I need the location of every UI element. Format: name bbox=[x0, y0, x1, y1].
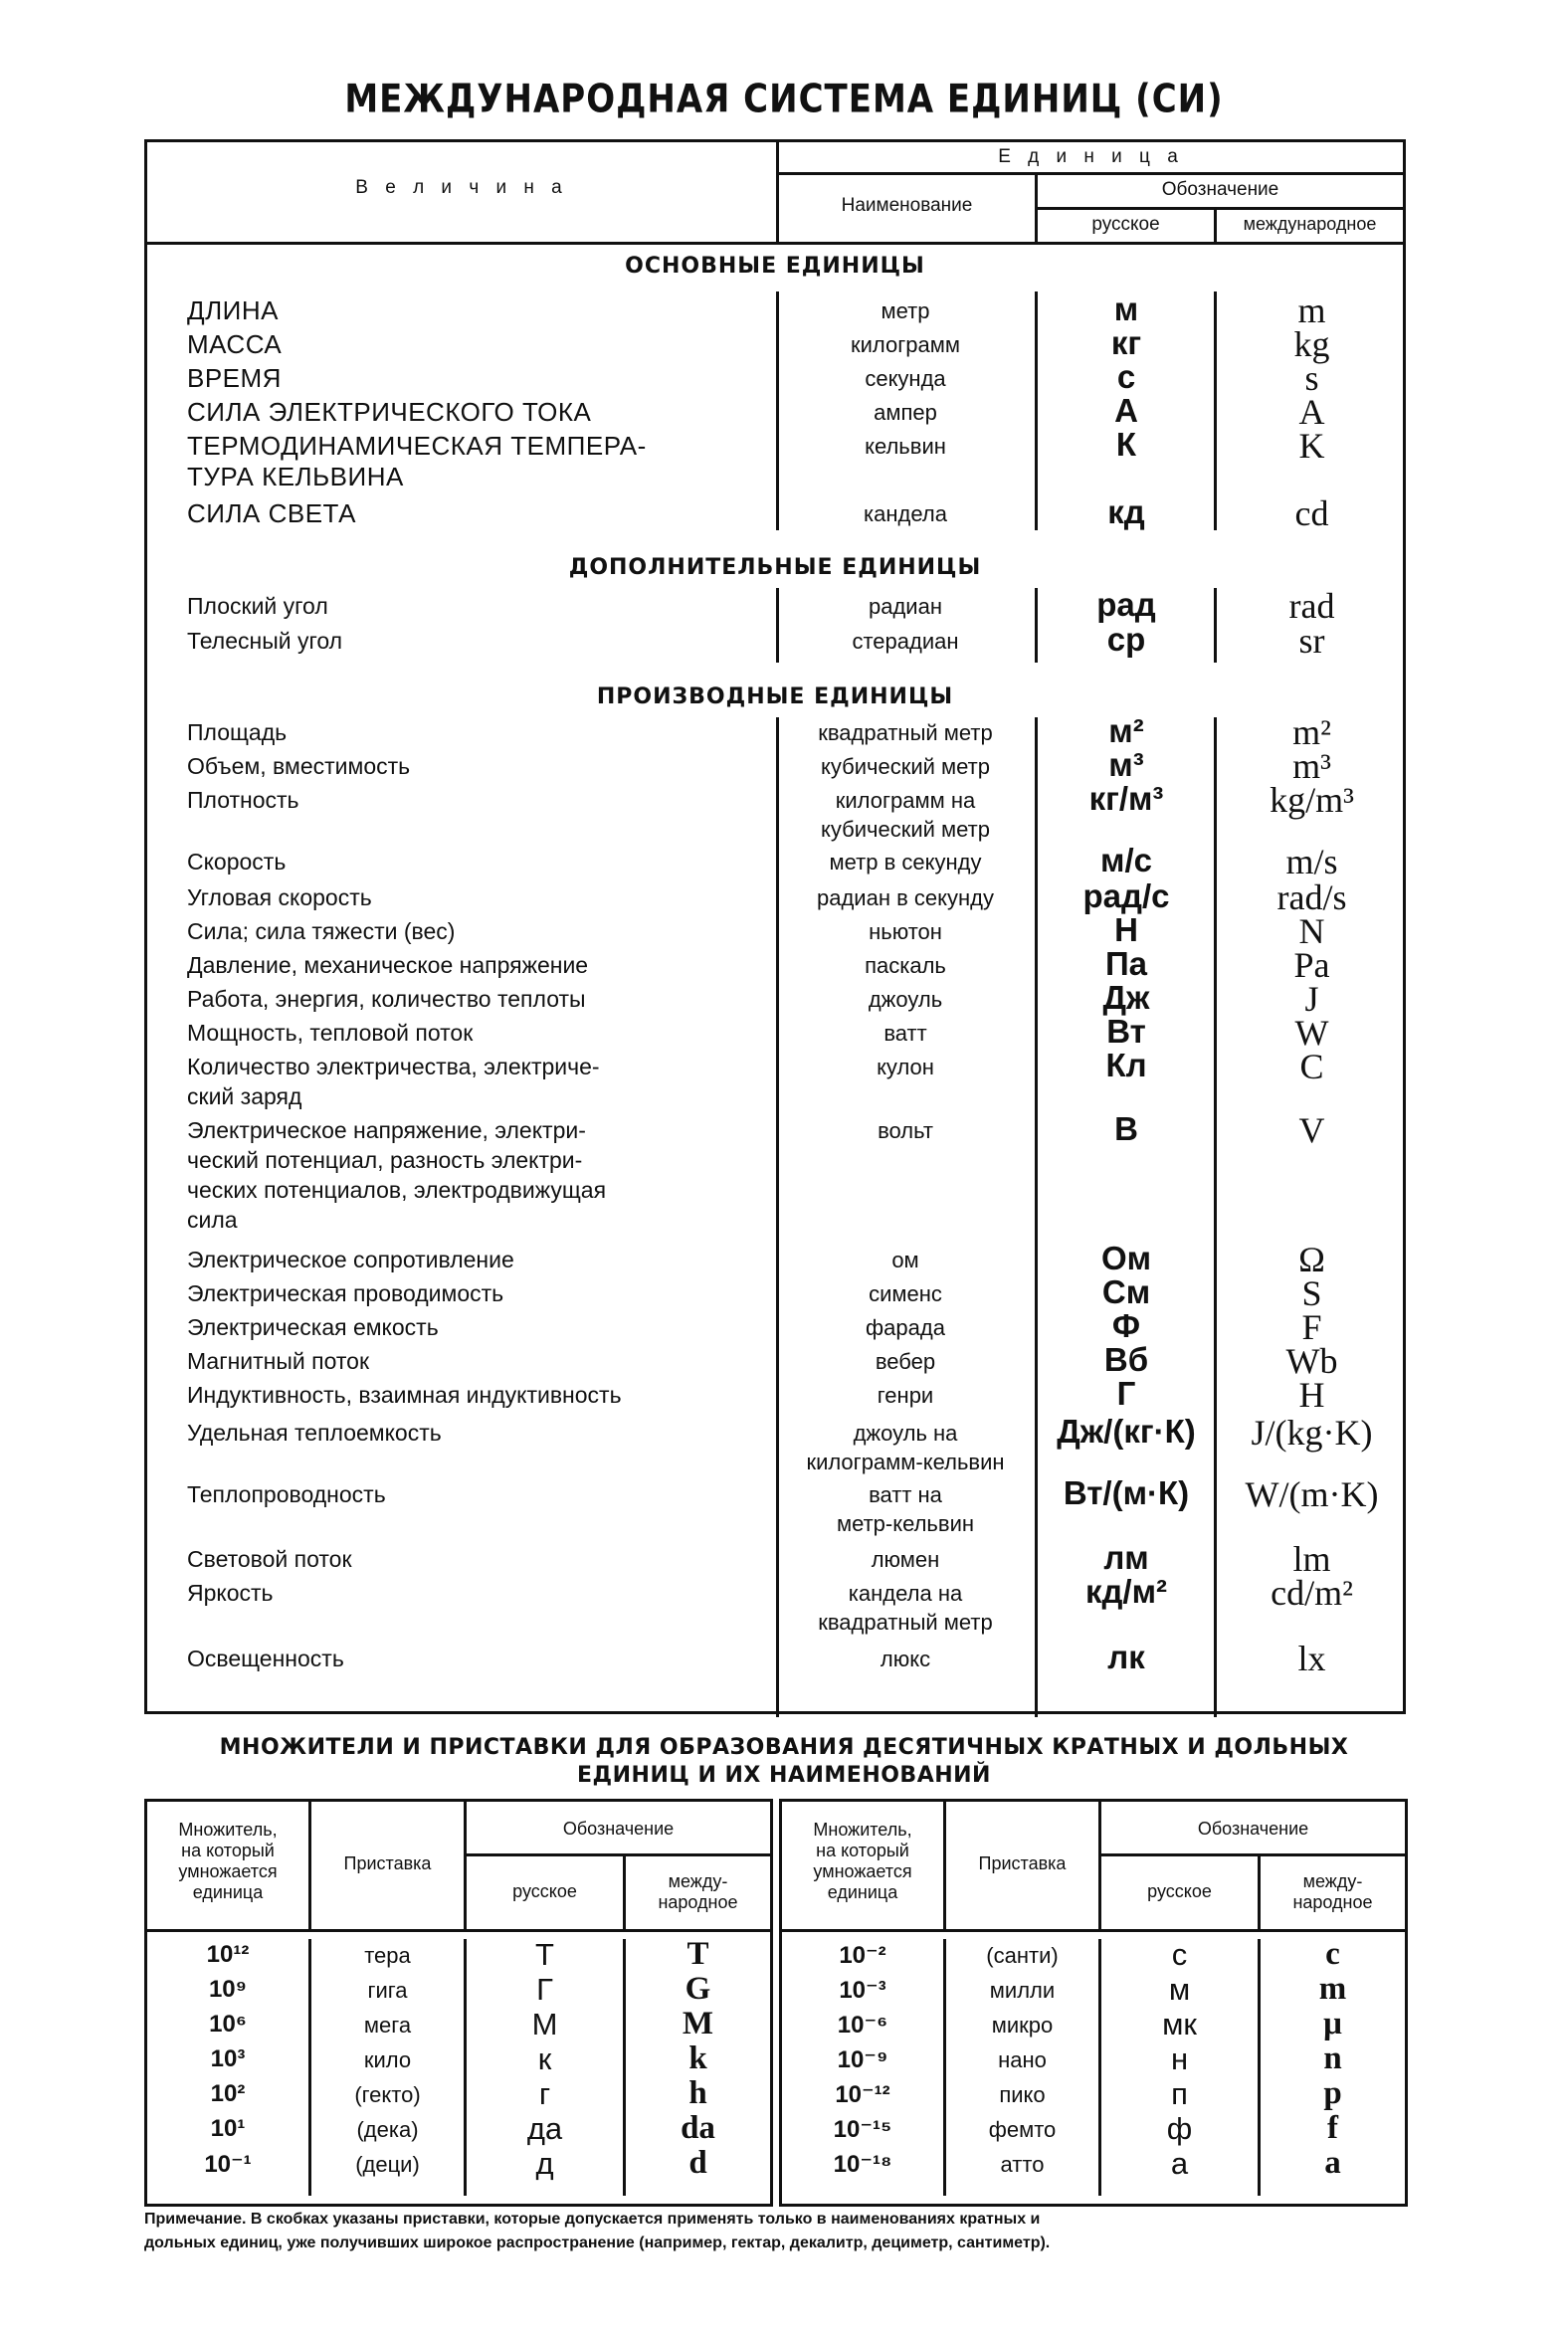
quantity-cell: Количество электричества, электриче- ский заряд bbox=[187, 1054, 600, 1109]
international-symbol-cell: T bbox=[686, 1936, 709, 1972]
quantity-cell: Яркость bbox=[187, 1580, 274, 1606]
note-line-2: дольных единиц, уже получивших широкое распространение (например, гектар, декалитр, дециметр, сантиметр). bbox=[144, 2235, 1051, 2251]
russian-symbol-cell: лк bbox=[1107, 1639, 1145, 1675]
prefix-name-cell: кило bbox=[363, 2047, 412, 2072]
quantity-cell: СИЛА СВЕТА bbox=[187, 498, 356, 528]
header-symbol: Обозначение bbox=[1197, 1819, 1309, 1839]
international-symbol-cell: rad/s bbox=[1276, 877, 1347, 917]
international-symbol-cell: rad bbox=[1288, 586, 1335, 626]
international-symbol-cell: F bbox=[1301, 1307, 1322, 1347]
column-divider bbox=[1035, 717, 1038, 1717]
header-bottom-line bbox=[147, 242, 1403, 245]
unit-name-cell: кубический метр bbox=[821, 754, 990, 779]
russian-symbol-cell: с bbox=[1171, 1937, 1188, 1972]
prefix-name-cell: (санти) bbox=[986, 1943, 1059, 1968]
quantity-cell: Сила; сила тяжести (вес) bbox=[187, 918, 456, 944]
multiplier-cell: 10⁻¹ bbox=[204, 2151, 252, 2178]
prefix-name-cell: нано bbox=[998, 2047, 1047, 2072]
quantity-cell: Магнитный поток bbox=[187, 1348, 370, 1374]
header-multiplier: Множитель, на который умножается единица bbox=[178, 1820, 278, 1902]
international-symbol-cell: K bbox=[1298, 426, 1325, 466]
unit-name-cell: вебер bbox=[875, 1349, 936, 1374]
russian-symbol-cell: г bbox=[538, 2076, 551, 2111]
russian-symbol-cell: В bbox=[1114, 1110, 1138, 1147]
quantity-cell: ВРЕМЯ bbox=[187, 363, 282, 393]
international-symbol-cell: a bbox=[1324, 2145, 1341, 2181]
international-symbol-cell: da bbox=[681, 2110, 715, 2146]
unit-name-cell: секунда bbox=[865, 366, 946, 391]
russian-symbol-cell: да bbox=[526, 2111, 563, 2146]
column-divider bbox=[1214, 292, 1217, 530]
quantity-cell: Мощность, тепловой поток bbox=[187, 1020, 474, 1046]
quantity-cell: Угловая скорость bbox=[187, 884, 372, 910]
section-heading-supplementary: ДОПОЛНИТЕЛЬНЫЕ ЕДИНИЦЫ bbox=[568, 555, 982, 580]
russian-symbol-cell: рад bbox=[1096, 586, 1156, 623]
multiplier-cell: 10³ bbox=[210, 2045, 246, 2072]
russian-symbol-cell: м bbox=[1113, 291, 1139, 327]
unit-name-cell: килограмм bbox=[851, 332, 960, 357]
russian-symbol-cell: Ом bbox=[1100, 1240, 1152, 1276]
russian-symbol-cell: ср bbox=[1106, 621, 1146, 658]
header-bottom-line bbox=[147, 1929, 770, 1932]
header-international: между- народное bbox=[658, 1871, 738, 1912]
quantity-cell: Телесный угол bbox=[187, 628, 343, 654]
international-symbol-cell: M bbox=[682, 2006, 714, 2041]
international-symbol-cell: m bbox=[1297, 291, 1326, 330]
russian-symbol-cell: мк bbox=[1162, 2007, 1197, 2041]
russian-symbol-cell: Вб bbox=[1103, 1341, 1149, 1378]
header-international: международное bbox=[1243, 214, 1377, 234]
multiplier-cell: 10⁻⁶ bbox=[837, 2012, 888, 2039]
unit-name-cell: кельвин bbox=[865, 434, 946, 459]
unit-name-cell: ватт bbox=[883, 1021, 927, 1046]
column-divider bbox=[1035, 588, 1038, 663]
unit-name-cell: ампер bbox=[874, 400, 937, 425]
international-symbol-cell: J bbox=[1304, 979, 1319, 1019]
russian-symbol-cell: лм bbox=[1103, 1539, 1149, 1576]
prefix-name-cell: атто bbox=[1000, 2152, 1045, 2177]
prefix-name-cell: (дека) bbox=[356, 2117, 419, 2142]
column-divider bbox=[1214, 588, 1217, 663]
quantity-cell: Электрическое напряжение, электри- ческий потенциал, разность электри- ческих потенциалов, электродвижущая сила bbox=[187, 1117, 607, 1233]
header-divider bbox=[1098, 1853, 1405, 1856]
russian-symbol-cell: кг bbox=[1110, 324, 1142, 361]
unit-name-cell: кулон bbox=[877, 1055, 934, 1079]
multiplier-cell: 10⁻¹⁸ bbox=[833, 2151, 892, 2178]
quantity-cell: ДЛИНА bbox=[187, 295, 279, 325]
quantity-cell: Скорость bbox=[187, 849, 287, 875]
multiplier-cell: 10¹² bbox=[206, 1941, 250, 1968]
international-symbol-cell: W bbox=[1294, 1013, 1329, 1053]
header-russian: русское bbox=[1147, 1881, 1212, 1901]
quantity-cell: ТЕРМОДИНАМИЧЕСКАЯ ТЕМПЕРА- ТУРА КЕЛЬВИНА bbox=[187, 431, 647, 491]
russian-symbol-cell: м² bbox=[1108, 712, 1144, 749]
russian-symbol-cell: с bbox=[1116, 358, 1136, 395]
prefix-name-cell: тера bbox=[364, 1943, 411, 1968]
international-symbol-cell: μ bbox=[1323, 2006, 1342, 2041]
header-quantity: В е л и ч и н а bbox=[355, 177, 568, 198]
international-symbol-cell: Wb bbox=[1285, 1341, 1338, 1381]
international-symbol-cell: J/(kg·K) bbox=[1251, 1413, 1373, 1453]
unit-name-cell: люкс bbox=[880, 1647, 931, 1671]
multiplier-cell: 10⁻⁹ bbox=[837, 2046, 888, 2073]
prefix-name-cell: (деци) bbox=[355, 2152, 420, 2177]
russian-symbol-cell: Па bbox=[1104, 945, 1148, 982]
header-name: Наименование bbox=[841, 195, 973, 216]
russian-symbol-cell: кд/м² bbox=[1084, 1573, 1168, 1610]
quantity-cell: Теплопроводность bbox=[187, 1481, 386, 1507]
russian-symbol-cell: м/с bbox=[1100, 842, 1152, 878]
quantity-cell: Плоский угол bbox=[187, 593, 328, 619]
multiplier-cell: 10⁻¹⁵ bbox=[833, 2116, 892, 2143]
russian-symbol-cell: К bbox=[1115, 426, 1137, 463]
header-symbol: Обозначение bbox=[1161, 179, 1279, 200]
russian-symbol-cell: Г bbox=[1116, 1375, 1136, 1412]
international-symbol-cell: kg/m³ bbox=[1270, 780, 1354, 820]
russian-symbol-cell: рад/с bbox=[1082, 877, 1170, 914]
international-symbol-cell: C bbox=[1299, 1047, 1324, 1086]
international-symbol-cell: m/s bbox=[1285, 842, 1338, 881]
international-symbol-cell: N bbox=[1298, 911, 1325, 951]
russian-symbol-cell: кг/м³ bbox=[1088, 780, 1164, 817]
russian-symbol-cell: Кл bbox=[1105, 1047, 1147, 1083]
page-title: МЕЖДУНАРОДНАЯ СИСТЕМА ЕДИНИЦ (СИ) bbox=[344, 77, 1224, 122]
international-symbol-cell: A bbox=[1298, 392, 1325, 432]
russian-symbol-cell: Г bbox=[536, 1972, 553, 2007]
quantity-cell: Индуктивность, взаимная индуктивность bbox=[187, 1382, 622, 1408]
header-prefix: Приставка bbox=[343, 1853, 432, 1873]
quantity-cell: Площадь bbox=[187, 719, 288, 745]
unit-name-cell: фарада bbox=[866, 1315, 945, 1340]
header-bottom-line bbox=[782, 1929, 1405, 1932]
russian-symbol-cell: м bbox=[1168, 1972, 1191, 2007]
unit-name-cell: генри bbox=[877, 1383, 934, 1408]
si-table bbox=[144, 139, 1406, 1714]
column-divider bbox=[776, 292, 779, 530]
multiplier-cell: 10² bbox=[210, 2080, 246, 2107]
unit-name-cell: кандела на квадратный метр bbox=[818, 1581, 993, 1635]
unit-name-cell: метр в секунду bbox=[829, 850, 982, 875]
prefix-table bbox=[779, 1799, 1408, 2207]
quantity-cell: Освещенность bbox=[187, 1646, 344, 1671]
unit-name-cell: ом bbox=[891, 1248, 919, 1272]
russian-symbol-cell: Дж bbox=[1102, 979, 1150, 1016]
unit-name-cell: ватт на метр-кельвин bbox=[836, 1482, 975, 1536]
note-line-1: Примечание. В скобках указаны приставки, которые допускается применять только в наименованиях кратных и bbox=[144, 2211, 1041, 2228]
header-russian: русское bbox=[512, 1881, 577, 1901]
quantity-cell: Электрическое сопротивление bbox=[187, 1247, 514, 1272]
international-symbol-cell: lx bbox=[1297, 1639, 1326, 1678]
prefix-name-cell: гига bbox=[367, 1978, 408, 2003]
unit-name-cell: джоуль на килограмм-кельвин bbox=[806, 1421, 1005, 1474]
prefix-title: МНОЖИТЕЛИ И ПРИСТАВКИ ДЛЯ ОБРАЗОВАНИЯ ДЕСЯТИЧНЫХ КРАТНЫХ И ДОЛЬНЫХ ЕДИНИЦ И ИХ НАИМЕНОВАНИЙ bbox=[219, 1735, 1349, 1788]
multiplier-cell: 10⁻³ bbox=[839, 1977, 886, 2004]
international-symbol-cell: lm bbox=[1292, 1539, 1331, 1579]
prefix-name-cell: фемто bbox=[988, 2117, 1057, 2142]
unit-name-cell: квадратный метр bbox=[818, 720, 993, 745]
international-symbol-cell: G bbox=[685, 1971, 711, 2007]
international-symbol-cell: Ω bbox=[1298, 1240, 1325, 1279]
international-symbol-cell: V bbox=[1298, 1110, 1325, 1150]
russian-symbol-cell: М bbox=[531, 2007, 558, 2041]
russian-symbol-cell: к bbox=[537, 2041, 552, 2076]
quantity-cell: Электрическая проводимость bbox=[187, 1280, 504, 1306]
international-symbol-cell: S bbox=[1301, 1273, 1322, 1313]
header-prefix: Приставка bbox=[978, 1853, 1067, 1873]
unit-name-cell: паскаль bbox=[865, 953, 946, 978]
russian-symbol-cell: А bbox=[1114, 392, 1138, 429]
international-symbol-cell: m³ bbox=[1292, 746, 1331, 786]
quantity-cell: Плотность bbox=[187, 787, 299, 813]
header-russian: русское bbox=[1091, 214, 1160, 235]
multiplier-cell: 10⁹ bbox=[208, 1976, 248, 2003]
unit-name-cell: метр bbox=[881, 298, 930, 323]
international-symbol-cell: c bbox=[1325, 1936, 1340, 1972]
international-symbol-cell: cd bbox=[1294, 493, 1329, 533]
international-symbol-cell: kg bbox=[1293, 324, 1330, 364]
quantity-cell: Объем, вместимость bbox=[187, 753, 411, 779]
unit-name-cell: килограмм на кубический метр bbox=[821, 788, 990, 842]
russian-symbol-cell: а bbox=[1170, 2146, 1189, 2181]
international-symbol-cell: k bbox=[688, 2041, 707, 2076]
column-divider bbox=[1214, 717, 1217, 1717]
prefix-name-cell: (гекто) bbox=[354, 2082, 421, 2107]
unit-name-cell: стерадиан bbox=[852, 629, 959, 654]
unit-name-cell: радиан в секунду bbox=[817, 885, 994, 910]
quantity-cell: Удельная теплоемкость bbox=[187, 1420, 442, 1446]
russian-symbol-cell: Ф bbox=[1111, 1307, 1141, 1344]
unit-name-cell: люмен bbox=[871, 1547, 940, 1572]
prefix-name-cell: пико bbox=[999, 2082, 1046, 2107]
international-symbol-cell: sr bbox=[1298, 621, 1325, 661]
unit-name-cell: кандела bbox=[864, 501, 947, 526]
international-symbol-cell: H bbox=[1298, 1375, 1325, 1415]
quantity-cell: Электрическая емкость bbox=[187, 1314, 439, 1340]
header-divider bbox=[776, 172, 1403, 175]
russian-symbol-cell: н bbox=[1170, 2041, 1189, 2076]
multiplier-cell: 10⁶ bbox=[209, 2011, 247, 2038]
column-divider bbox=[776, 717, 779, 1717]
column-divider bbox=[776, 588, 779, 663]
section-heading-derived: ПРОИЗВОДНЫЕ ЕДИНИЦЫ bbox=[596, 684, 954, 709]
multiplier-cell: 10¹ bbox=[210, 2115, 246, 2142]
russian-symbol-cell: ф bbox=[1166, 2111, 1193, 2146]
prefix-table bbox=[144, 1799, 773, 2207]
international-symbol-cell: n bbox=[1323, 2041, 1342, 2076]
header-symbol: Обозначение bbox=[562, 1819, 675, 1839]
international-symbol-cell: s bbox=[1304, 358, 1319, 398]
international-symbol-cell: m bbox=[1318, 1971, 1347, 2007]
international-symbol-cell: h bbox=[688, 2075, 707, 2111]
international-symbol-cell: Pa bbox=[1293, 945, 1330, 985]
unit-name-cell: сименс bbox=[869, 1281, 942, 1306]
russian-symbol-cell: Вт/(м·К) bbox=[1063, 1474, 1190, 1511]
quantity-cell: СИЛА ЭЛЕКТРИЧЕСКОГО ТОКА bbox=[187, 397, 592, 427]
international-symbol-cell: W/(m·K) bbox=[1245, 1474, 1379, 1514]
multiplier-cell: 10⁻² bbox=[839, 1942, 886, 1969]
quantity-cell: Работа, энергия, количество теплоты bbox=[187, 986, 586, 1012]
quantity-cell: МАССА bbox=[187, 329, 283, 359]
column-divider bbox=[1035, 292, 1038, 530]
russian-symbol-cell: м³ bbox=[1108, 746, 1144, 783]
russian-symbol-cell: п bbox=[1171, 2076, 1188, 2111]
unit-name-cell: джоуль bbox=[868, 987, 943, 1012]
international-symbol-cell: cd/m² bbox=[1271, 1573, 1353, 1613]
international-symbol-cell: p bbox=[1323, 2075, 1342, 2111]
header-unit: Е д и н и ц а bbox=[998, 146, 1184, 167]
prefix-name-cell: микро bbox=[991, 2013, 1054, 2038]
unit-name-cell: радиан bbox=[869, 594, 942, 619]
international-symbol-cell: d bbox=[688, 2145, 707, 2181]
header-divider bbox=[1035, 207, 1403, 210]
russian-symbol-cell: кд bbox=[1107, 493, 1145, 530]
header-international: между- народное bbox=[1292, 1871, 1373, 1912]
section-heading-base: ОСНОВНЫЕ ЕДИНИЦЫ bbox=[625, 254, 925, 279]
quantity-cell: Световой поток bbox=[187, 1546, 352, 1572]
russian-symbol-cell: Дж/(кг·К) bbox=[1057, 1413, 1196, 1450]
russian-symbol-cell: См bbox=[1101, 1273, 1151, 1310]
prefix-name-cell: милли bbox=[989, 1978, 1056, 2003]
prefix-name-cell: мега bbox=[363, 2013, 412, 2038]
header-divider bbox=[464, 1853, 770, 1856]
russian-symbol-cell: Н bbox=[1114, 911, 1138, 948]
quantity-cell: Давление, механическое напряжение bbox=[187, 952, 589, 978]
header-multiplier: Множитель, на который умножается единица bbox=[813, 1820, 912, 1902]
russian-symbol-cell: Т bbox=[535, 1937, 554, 1972]
unit-name-cell: ньютон bbox=[869, 919, 942, 944]
unit-name-cell: вольт bbox=[878, 1118, 933, 1143]
international-symbol-cell: m² bbox=[1292, 712, 1331, 752]
international-symbol-cell: f bbox=[1327, 2110, 1338, 2146]
russian-symbol-cell: Вт bbox=[1106, 1013, 1146, 1050]
multiplier-cell: 10⁻¹² bbox=[835, 2081, 890, 2108]
russian-symbol-cell: д bbox=[535, 2146, 554, 2181]
